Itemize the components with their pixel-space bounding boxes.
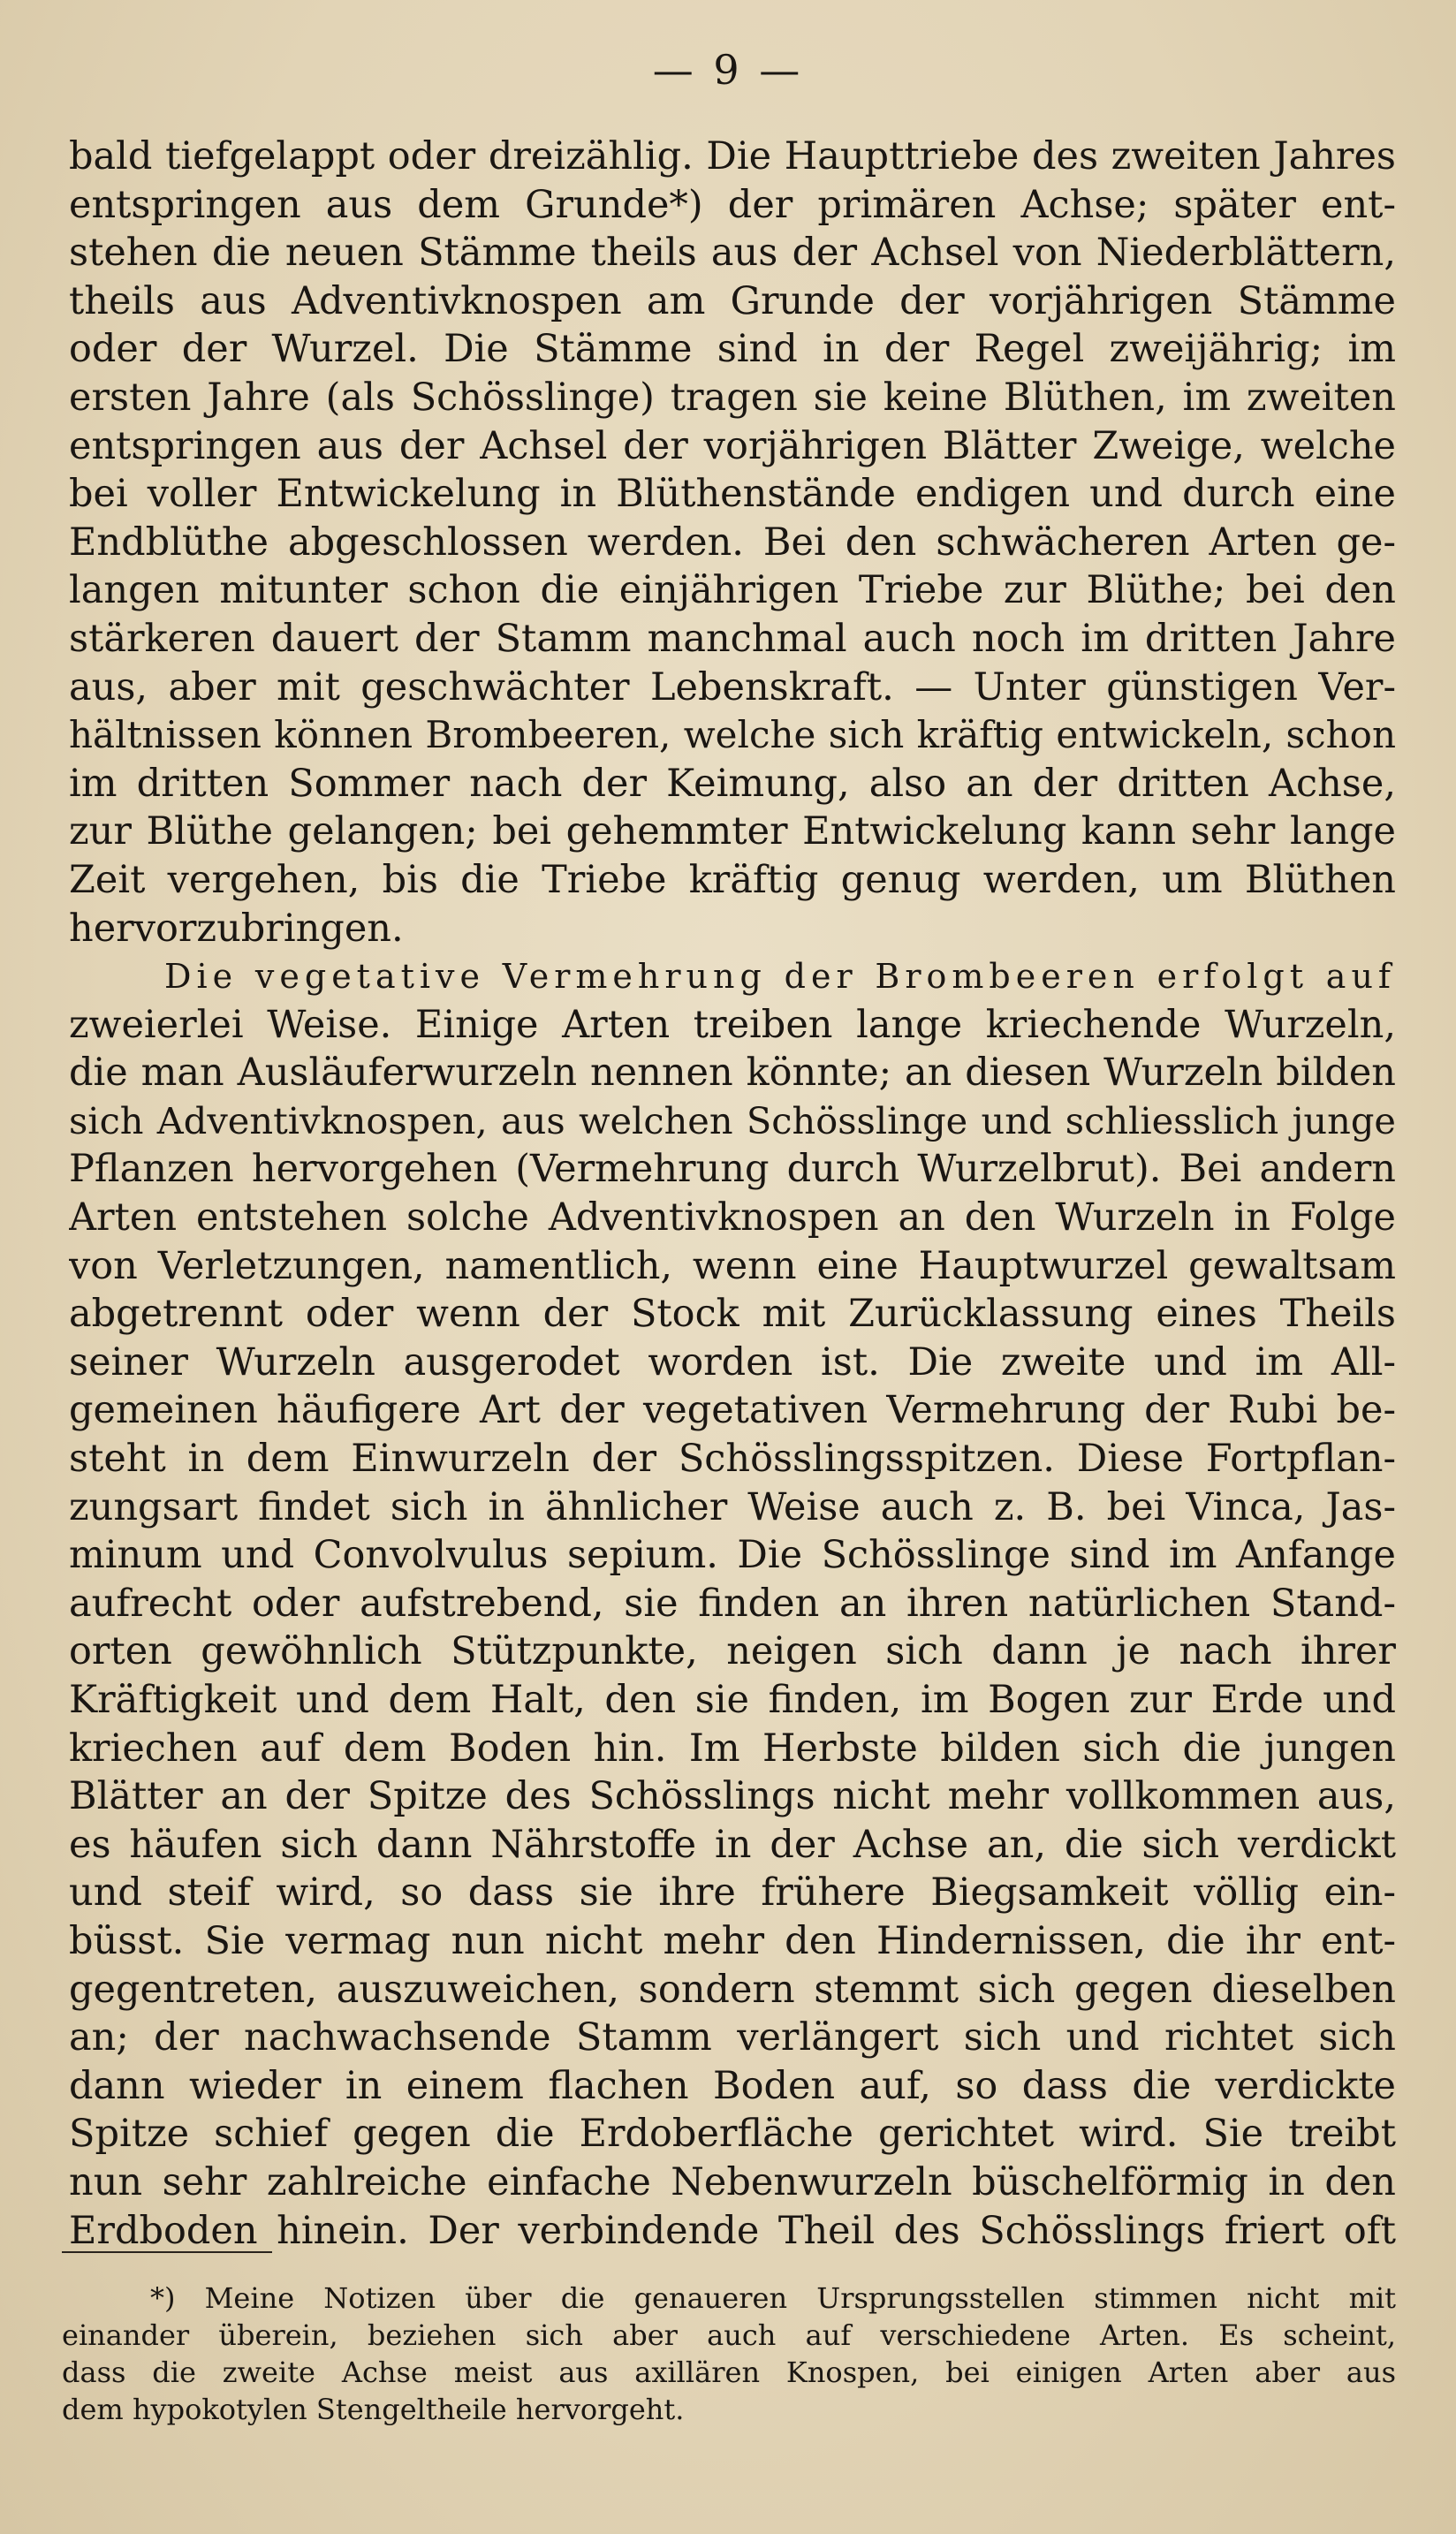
text-line: bei voller Entwickelung in Blüthenstände endigen und durch eine [69,472,1396,517]
text-line: von Verletzungen, namentlich, wenn eine Hauptwurzel gewaltsam [69,1243,1396,1288]
text-line: die man Ausläuferwurzeln nennen könnte; an diesen Wurzeln bilden [69,1051,1396,1096]
text-line: Spitze schief gegen die Erdoberfläche gerichtet wird. Sie treibt [69,2112,1396,2157]
body-text [69,133,1396,2255]
text-line: langen mitunter schon die einjährigen Triebe zur Blüthe; bei den [69,568,1396,613]
paragraph-start-line: Die vegetative Vermehrung der Brombeeren erfolgt auf [164,957,1396,997]
text-line: orten gewöhnlich Stützpunkte, neigen sich dann je nach ihrer [69,1629,1396,1674]
text-line: entspringen aus der Achsel der vorjährigen Blätter Zweige, welche [69,423,1396,468]
page-number: — 9 — [652,46,804,94]
text-line: entspringen aus dem Grunde*) der primären Achse; später ent- [69,182,1396,227]
footnote [62,2280,1396,2428]
text-line: an; der nachwachsende Stamm verlängert sich und richtet sich [69,2015,1396,2060]
text-line: im dritten Sommer nach der Keimung, also an der dritten Achse, [69,761,1396,806]
text-line: Pflanzen hervorgehen (Vermehrung durch Wurzelbrut). Bei andern [69,1147,1396,1192]
text-line: oder der Wurzel. Die Stämme sind in der Regel zweijährig; im [69,327,1396,372]
text-line: dann wieder in einem flachen Boden auf, so dass die verdickte [69,2063,1396,2108]
footnote-line: *) Meine Notizen über die genaueren Ursprungsstellen stimmen nicht mit [150,2281,1396,2315]
text-line: Endblüthe abgeschlossen werden. Bei den schwächeren Arten ge- [69,520,1396,565]
text-line: abgetrennt oder wenn der Stock mit Zurücklassung eines Theils [69,1292,1396,1337]
text-line: steht in dem Einwurzeln der Schösslingsspitzen. Diese Fortpflan- [69,1437,1396,1482]
footnote-line: dem hypokotylen Stengeltheile hervorgeht. [62,2393,685,2426]
text-line: ersten Jahre (als Schösslinge) tragen sie keine Blüthen, im zweiten [69,375,1396,420]
text-line: Arten entstehen solche Adventivknospen an den Wurzeln in Folge [69,1195,1396,1240]
text-line: minum und Convolvulus sepium. Die Schösslinge sind im Anfange [69,1533,1396,1578]
text-line: es häufen sich dann Nährstoffe in der Achse an, die sich verdickt [69,1822,1396,1867]
text-line: büsst. Sie vermag nun nicht mehr den Hindernissen, die ihr ent- [69,1918,1396,1963]
text-line: kriechen auf dem Boden hin. Im Herbste bilden sich die jungen [69,1726,1396,1771]
text-line: Erdboden hinein. Der verbindende Theil des Schösslings friert oft [69,2208,1396,2253]
text-line: zungsart findet sich in ähnlicher Weise auch z. B. bei Vinca, Jas- [69,1484,1396,1529]
footnote-line: dass die zweite Achse meist aus axillären Knospen, bei einigen Arten aber aus [62,2356,1396,2389]
footnote-divider [62,2251,272,2253]
text-line: theils aus Adventivknospen am Grunde der vorjährigen Stämme [69,278,1396,323]
text-line: Blätter an der Spitze des Schösslings nicht mehr vollkommen aus, [69,1774,1396,1819]
text-line: aufrecht oder aufstrebend, sie finden an ihren natürlichen Stand- [69,1581,1396,1626]
text-line: stehen die neuen Stämme theils aus der Achsel von Niederblättern, [69,231,1396,276]
text-line: zweierlei Weise. Einige Arten treiben lange kriechende Wurzeln, [69,1002,1396,1047]
text-line: nun sehr zahlreiche einfache Nebenwurzeln büschelförmig in den [69,2159,1396,2204]
text-line: und steif wird, so dass sie ihre frühere Biegsamkeit völlig ein- [69,1870,1396,1916]
text-line: aus, aber mit geschwächter Lebenskraft. — Unter günstigen Ver- [69,664,1396,709]
text-line: stärkeren dauert der Stamm manchmal auch noch im dritten Jahre [69,616,1396,661]
text-line: Zeit vergehen, bis die Triebe kräftig genug werden, um Blüthen [69,857,1396,902]
text-line: Kräftigkeit und dem Halt, den sie finden, im Bogen zur Erde und [69,1678,1396,1722]
text-line: hervorzubringen. [69,906,404,951]
text-line: sich Adventivknospen, aus welchen Schösslinge und schliesslich junge [69,1098,1396,1142]
footnote-line: einander überein, beziehen sich aber auch auf verschiedene Arten. Es scheint, [62,2318,1396,2352]
text-line: seiner Wurzeln ausgerodet worden ist. Die zweite und im All- [69,1339,1396,1385]
text-line: bald tiefgelappt oder dreizählig. Die Haupttriebe des zweiten Jahres [69,134,1396,178]
text-line: gegentreten, auszuweichen, sondern stemmt sich gegen dieselben [69,1967,1396,2012]
text-line: zur Blüthe gelangen; bei gehemmter Entwickelung kann sehr lange [69,809,1396,854]
text-line: gemeinen häufigere Art der vegetativen Vermehrung der Rubi be- [69,1388,1396,1433]
text-line: hältnissen können Brombeeren, welche sich kräftig entwickeln, schon [69,713,1396,757]
